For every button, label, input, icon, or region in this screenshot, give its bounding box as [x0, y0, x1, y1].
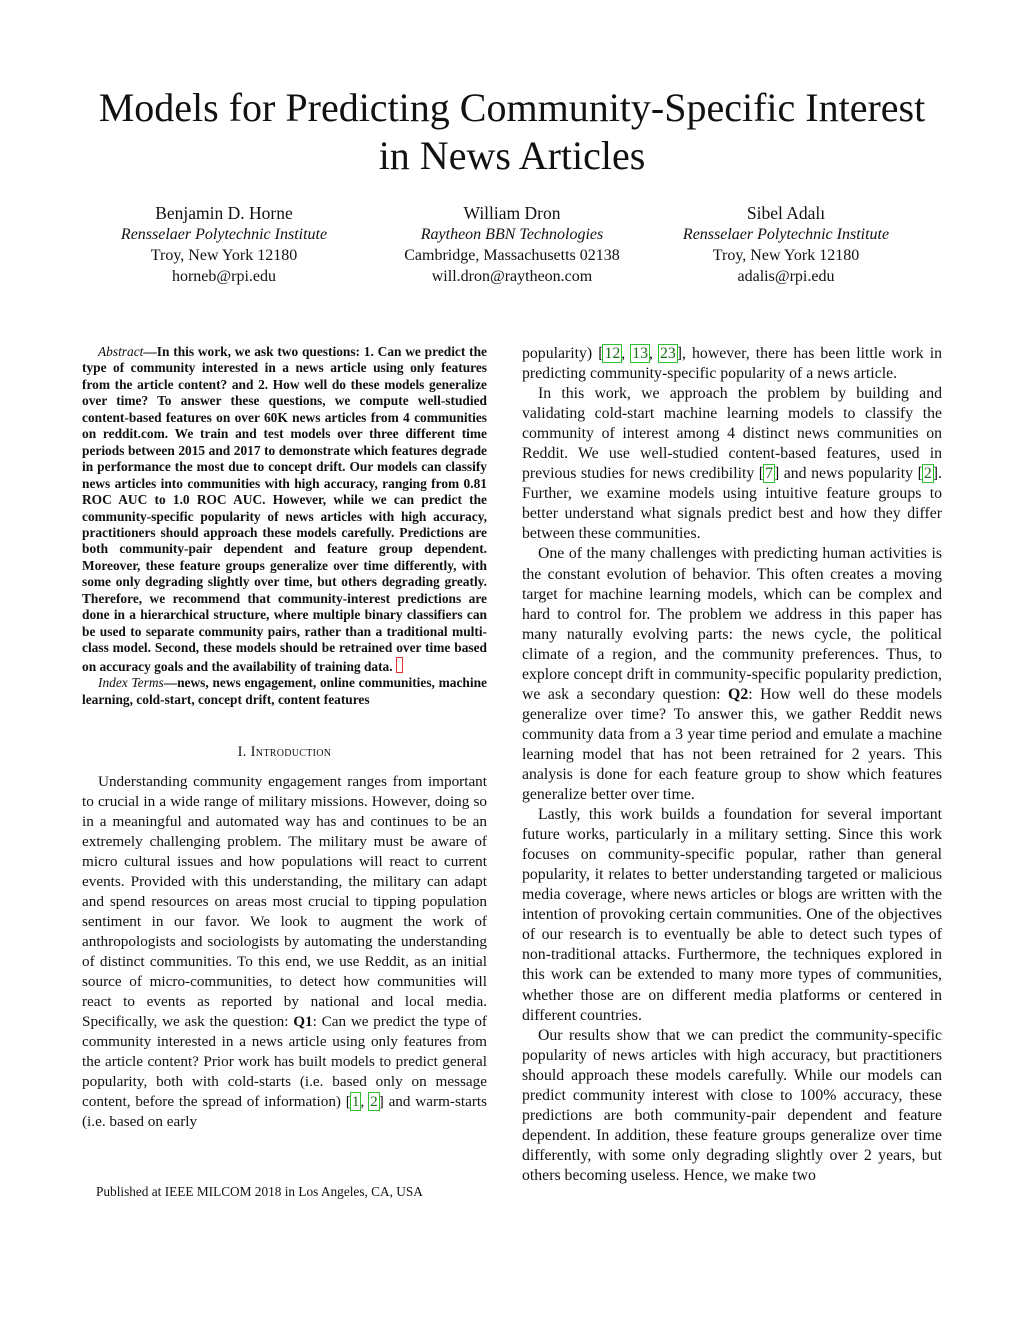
intro-paragraph-5: Our results show that we can predict the community-specific popularity of news articles with high accuracy, but practitioners should approach these models carefully. While our models can predict community interest with close to 100% accuracy, these predictions are both community-pair dependent and feature dependent. In addition, these feature groups generalize over time differently, with some only degrading slightly over 2 years, but others becoming useless. Hence, we make two	[522, 1026, 942, 1184]
text-run: ] and warm-starts (i.e. based on early	[82, 1092, 488, 1130]
abstract-text: —In this work, we ask two questions: 1. Can we predict the type of community interested in a news article using only features from the article content? and 2. How well do these models generalize over time? To answer these questions, we compute well-studied content-based features on over 60K news articles from 4 communities on reddit.com. We train and test models over three different time periods between 2015 and 2017 to demonstrate which features degrade in performance the most due to concept drift. Our models can classify news articles into communities with high accuracy, ranging from 0.81 ROC AUC to 1.0 ROC AUC. However, while we can predict the community-specific popularity of news articles with high accuracy, practitioners should approach these models carefully. Predictions are both community-pair dependent and feature group dependent. Moreover, these feature groups generalize over time differently, with some only degrading slightly over time, but others degrading greatly. Therefore, we recommend that community-interest predictions are done in a hierarchical structure, where multiple binary classifiers can be used to separate community pairs, rather than a traditional multi-class model. Second, these models should be retrained over time based on accuracy goals and the availability of training data.	[82, 344, 487, 674]
author-name: Sibel Adalı	[746, 203, 826, 223]
abstract-label: Abstract	[98, 344, 144, 359]
title-line-1: Models for Predicting Community-Specific Interest	[98, 85, 926, 130]
section-title: Introduction	[250, 743, 332, 760]
text-run: ,	[621, 345, 632, 362]
citation-link[interactable]: 12	[604, 345, 621, 362]
index-terms-text: —news, news engagement, online communities, machine learning, cold-start, concept drift, content features	[82, 675, 487, 707]
citation-link[interactable]: 2	[370, 1092, 378, 1110]
author-email: adalis@rpi.edu	[737, 268, 835, 285]
text-run: ,	[360, 1092, 370, 1110]
intro-paragraph-3	[522, 544, 942, 805]
q2-label: Q2	[728, 685, 749, 703]
author-location: Troy, New York 12180	[712, 247, 860, 264]
citation-link[interactable]: 13	[632, 345, 649, 362]
intro-paragraph-4: Lastly, this work builds a foundation for several important future works, particularly in a military setting. Since this work focuses on community-specific popular, rather than general popularity, it relates to better understanding targeted or malicious media coverage, where news articles or blogs are written with the intention of provoking certain communities. One of the objectives of our research is to eventually be able to detect such types of non-traditional attacks. Furthermore, the techniques explored in this work can be extended to many more types of communities, whether those are on different media platforms or centered in different countries.	[522, 806, 942, 1024]
citation-link[interactable]: 1	[351, 1092, 360, 1110]
author-email: horneb@rpi.edu	[171, 268, 277, 285]
q1-label: Q1	[293, 1012, 313, 1030]
right-column	[522, 344, 942, 1186]
citation-link[interactable]: 2	[923, 465, 932, 483]
left-column	[82, 344, 487, 1132]
text-run: ]. Further, we examine models using intuitive feature groups to better understand what signals predict best and how they differ between these communities.	[522, 465, 942, 543]
intro-paragraph-2	[522, 384, 942, 544]
text-run: popularity) [	[522, 345, 604, 362]
intro-paragraph-1	[82, 772, 487, 1132]
text-run: Understanding community engagement ranges from important to crucial in a wide range of military missions. However, doing so in a meaningful and automated way has and continues to be an extremely challenging problem. The military must be aware of micro cultural issues and how populations will react to current events. Provided with this understanding, the military can adapt and spend resources on areas most crucial to tipping population sentiment in our favor. We look to augment the work of anthropologists and sociologists by automating the understanding of distinct communities. To this end, we use Reddit, as an initial source of micro-communities, to detect how communities will react to events as reported by national and local media. Specifically, we ask the question:	[82, 772, 487, 1030]
paper-title	[40, 84, 984, 180]
index-terms-label: Index Terms	[98, 675, 164, 691]
text-run: : How well do these models generalize over time? To answer this, we gather Reddit news community data from a 3 year time period and emulate a machine learning model that has not been retrained for 2 years. This analysis is done for each feature group to show which features generalize better over time.	[522, 685, 942, 804]
index-terms	[82, 675, 487, 708]
citation-link[interactable]: 7	[765, 465, 773, 483]
section-number: I.	[237, 743, 247, 760]
author-email: will.dron@raytheon.com	[431, 268, 593, 285]
author-name: William Dron	[463, 203, 561, 223]
author-affiliation: Rensselaer Polytechnic Institute	[682, 226, 890, 243]
text-run: ,	[649, 345, 659, 362]
author-name: Benjamin D. Horne	[155, 203, 293, 223]
author-3	[641, 202, 931, 287]
title-line-2: in News Articles	[378, 133, 646, 178]
text-run: ] and news popularity [	[773, 465, 923, 483]
author-2	[367, 202, 657, 287]
section-heading	[82, 742, 487, 762]
text-run: ], however, there has been little work in predicting community-specific popularity of a news article.	[522, 345, 942, 383]
author-1	[79, 202, 369, 287]
text-run: One of the many challenges with predicting human activities is the constant evolution of behavior. This often creates a moving target for machine learning models, which can be complex and hard to control for. The problem we address in this paper has many naturally evolving parts: the news cycle, the political climate of a region, and the community preferences. Thus, to explore concept drift in community-specific popularity prediction, we ask a secondary question:	[522, 545, 942, 703]
author-affiliation: Rensselaer Polytechnic Institute	[120, 226, 328, 243]
author-location: Cambridge, Massachusetts 02138	[404, 247, 620, 264]
text-run: In this work, we approach the problem by building and validating cold-start machine learning models to classify the community of interest among 4 distinct news communities on Reddit. We use well-studied content-based features, used in previous studies for news credibility [	[522, 385, 942, 483]
author-location: Troy, New York 12180	[150, 247, 298, 264]
footnote-link-icon[interactable]	[396, 657, 403, 673]
citation-link[interactable]: 23	[660, 345, 676, 362]
publication-footnote: Published at IEEE MILCOM 2018 in Los Angeles, CA, USA	[96, 1184, 423, 1199]
text-run: : Can we predict the type of community interested in a news article using only features from the article content? Prior work has built models to predict general popularity, both with cold-starts (i.e. based only on message content, before the spread of information) [	[82, 1012, 487, 1110]
author-affiliation: Raytheon BBN Technologies	[420, 226, 604, 243]
intro-paragraph-continued	[522, 344, 942, 384]
abstract	[82, 344, 487, 675]
